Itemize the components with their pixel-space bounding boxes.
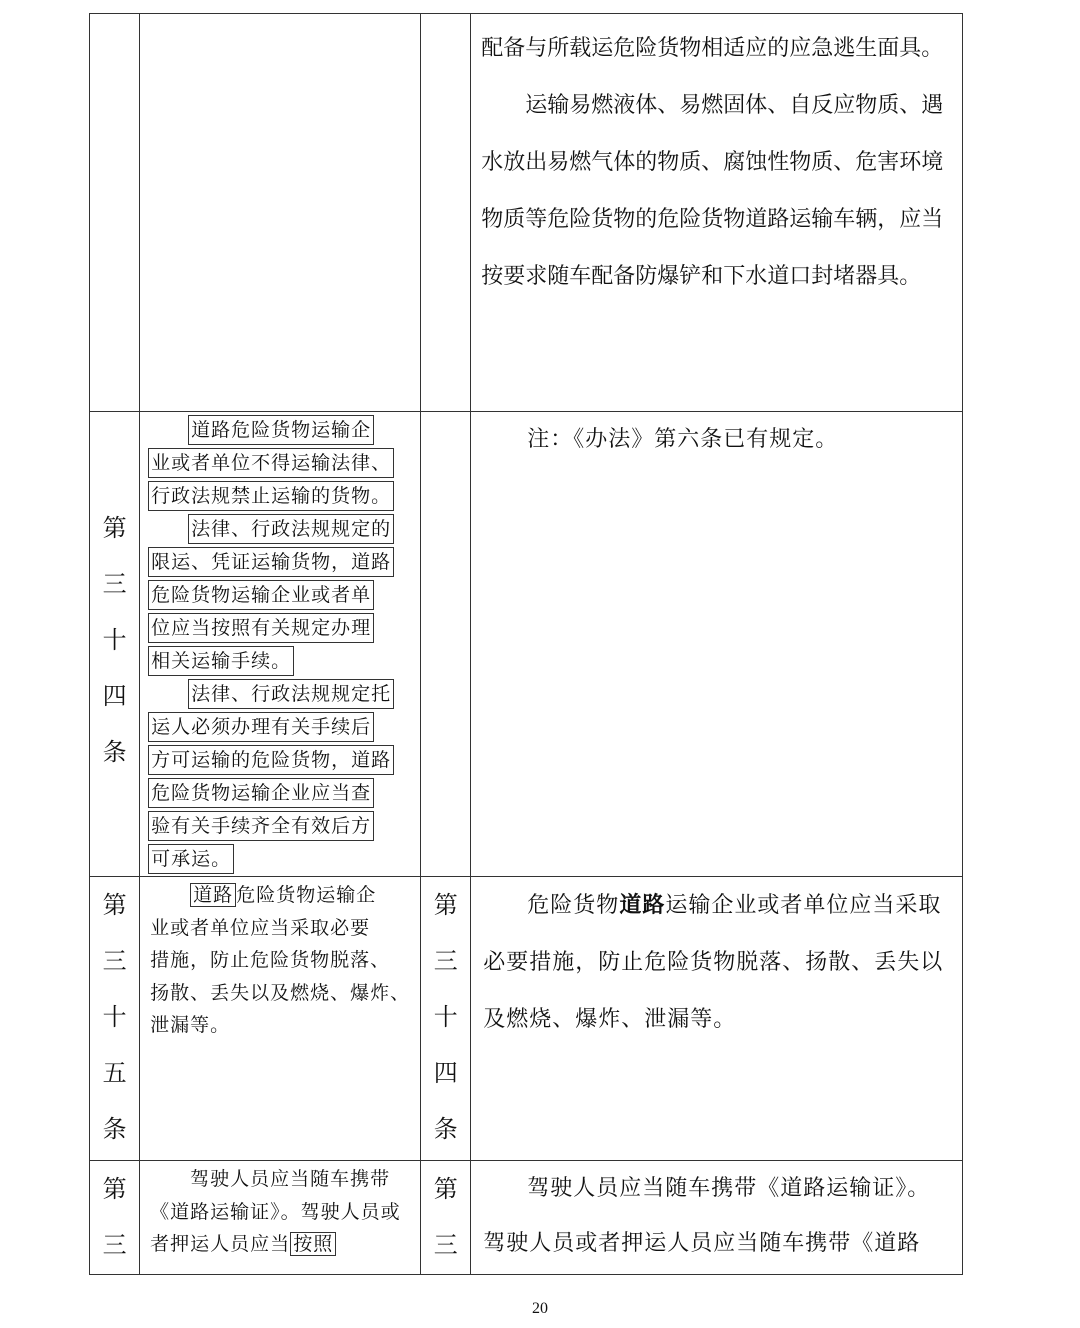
paragraph: 运输易燃液体、易燃固体、自反应物质、遇水放出易燃气体的物质、腐蚀性物质、危害环境物质等危险货物的危险货物道路运输车辆，应当按要求随车配备防爆铲和下水道口封堵器具。	[481, 93, 944, 289]
paragraph	[483, 877, 952, 1048]
text-line: 业或者单位应当采取必要	[150, 916, 371, 939]
deleted-line: 行政法规禁止运输的货物。	[148, 481, 394, 511]
article-char: 条	[102, 1115, 127, 1143]
article-char: 第	[102, 891, 127, 919]
article-char: 十	[433, 1003, 458, 1031]
text-run: 运输企业或者单位应当采取必要措施，防止危险货物脱落、扬散、丢失以及燃烧、爆炸、泄漏等。	[483, 893, 944, 1032]
article-char: 四	[102, 682, 127, 710]
comparison-table	[89, 13, 963, 1275]
old-article-cell	[90, 877, 140, 1161]
old-article-cell	[90, 412, 140, 877]
new-article-cell	[421, 1161, 471, 1275]
added-word: 道路	[619, 893, 666, 918]
text-line: 措施，防止危险货物脱落、	[150, 949, 391, 971]
text-run: 危险货物	[527, 893, 620, 918]
deleted-line: 可承运。	[148, 844, 234, 874]
old-text-cell	[140, 412, 421, 877]
article-char: 三	[433, 1231, 458, 1259]
article-char: 条	[433, 1115, 458, 1143]
table-row	[90, 412, 963, 877]
article-char: 三	[102, 570, 127, 598]
deleted-line: 危险货物运输企业或者单	[148, 580, 374, 610]
table-row	[90, 14, 963, 412]
new-text-cell	[471, 1161, 963, 1275]
old-text-cell	[140, 1161, 421, 1275]
new-text-cell	[471, 877, 963, 1161]
article-char: 三	[102, 947, 127, 975]
deleted-line: 相关运输手续。	[148, 646, 294, 676]
text-line: 扬散、丢失以及燃烧、爆炸、	[150, 981, 411, 1004]
deleted-line: 法律、行政法规规定的	[188, 514, 394, 544]
article-char: 第	[102, 514, 127, 542]
text-line: 驾驶人员应当随车携带《道路运输证》。驾驶人员或者押运人员应当	[150, 1168, 401, 1255]
deleted-line: 验有关手续齐全有效后方	[148, 811, 374, 841]
article-char: 三	[433, 947, 458, 975]
page-number: 20	[532, 1300, 548, 1317]
new-text-cell	[471, 412, 963, 877]
deleted-word: 按照	[290, 1232, 336, 1256]
old-article-cell	[90, 14, 140, 412]
deleted-line: 运人必须办理有关手续后	[148, 712, 374, 742]
text-line: 危险货物运输企	[236, 884, 377, 906]
article-char: 第	[102, 1175, 127, 1203]
article-char: 第	[433, 891, 458, 919]
new-article-cell	[421, 412, 471, 877]
deleted-line: 位应当按照有关规定办理	[148, 613, 374, 643]
deleted-line: 法律、行政法规规定托	[188, 679, 394, 709]
deleted-line: 道路危险货物运输企	[188, 415, 374, 445]
paragraph: 配备与所载运危险货物相适应的应急逃生面具。	[481, 36, 944, 61]
article-char: 十	[102, 626, 127, 654]
paragraph: 驾驶人员应当随车携带《道路运输证》。驾驶人员或者押运人员应当随车携带《道路	[483, 1176, 931, 1256]
deleted-line: 限运、凭证运输货物，道路	[148, 547, 394, 577]
old-text-cell	[140, 877, 421, 1161]
text-line: 泄漏等。	[150, 1014, 231, 1036]
article-char: 四	[433, 1059, 458, 1087]
new-article-cell	[421, 877, 471, 1161]
old-text-cell	[140, 14, 421, 412]
deleted-line: 方可运输的危险货物，道路	[148, 745, 394, 775]
article-char: 三	[102, 1231, 127, 1259]
article-char: 十	[102, 1003, 127, 1031]
article-char: 五	[102, 1059, 127, 1087]
deleted-line: 危险货物运输企业应当查	[148, 778, 374, 808]
new-text-cell	[471, 14, 963, 412]
note-text: 注：《办法》第六条已有规定。	[527, 427, 839, 452]
new-article-cell	[421, 14, 471, 412]
table-row	[90, 1161, 963, 1275]
old-article-cell	[90, 1161, 140, 1275]
deleted-word: 道路	[190, 883, 236, 907]
article-char: 第	[433, 1175, 458, 1203]
deleted-line: 业或者单位不得运输法律、	[148, 448, 394, 478]
article-char: 条	[102, 738, 127, 766]
table-row	[90, 877, 963, 1161]
